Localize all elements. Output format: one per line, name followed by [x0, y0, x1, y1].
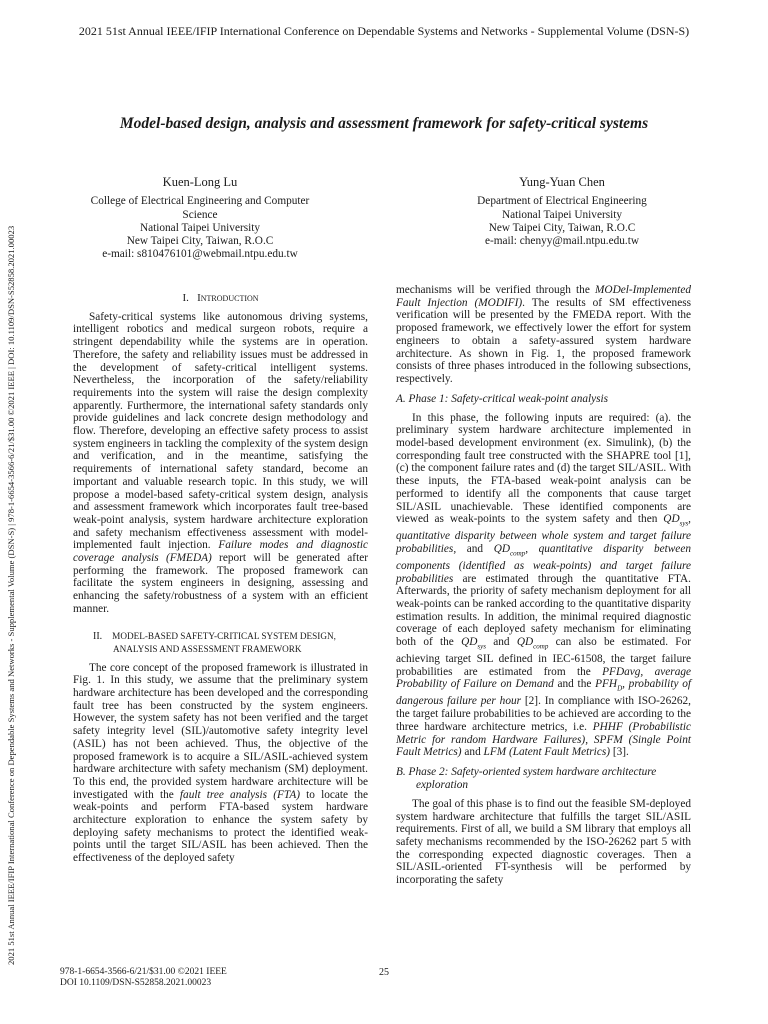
paragraph: Safety-critical systems like autonomous driving systems, intelligent robotics and medical surgeon robots, require a stringent dependability while the systems are in operation. Therefore, the safety and reliability issues must be addressed in the development of safety-critical intelligent systems. Nevertheless, the incorporation of the safety/reliability requirements into the system will raise the design complexity apparently. Furthermore, the international safety standards only provide guidelines and lack concrete design methodology and flow. Therefore, developing an effective safety process to assist system engineers in tackling the complexity of the system design and verification, and in the meantime, satisfying the requirements of international safety standard, become an important and valuable research topic. In this study, we will propose a model-based safety-critical system design, analysis and assessment framework which incorporates fault tree-based weak-point analysis, system hardware architecture exploration and safety mechanism effectiveness assessment with model-implemented fault injection. Failure modes and diagnostic coverage analysis (FMEDA) report will be generated after performing the framework. The proposed framework can facilitate the system engineers in designing, assessing and enhancing the safety/robustness of a system with an efficient manner.: [73, 310, 368, 615]
paragraph: In this phase, the following inputs are required: (a). the preliminary system hardware architecture implemented in model-based development environment (ex. Simulink), (b) the corresponding fault tree constructed with the SHAPRE tool [1], (c) the component failure rates and (d) the target SIL/ASIL. With these inputs, the FTA-based weak-point analysis can be performed to identify all the components that cause target SIL/ASIL unachievable. These identified components are viewed as weak-points to the system safety and then $QD_{sys}$, quantitative disparity between whole system and target failure probabilities, and $QD_{comp}$, quantitative disparity between components (identified as weak-points) and target failure probabilities are estimated through the quantitative FTA. Afterwards, the priority of safety mechanism deployment for all weak-points can be ranked according to the quantitative disparity estimation results. In addition, the minimal required diagnostic coverage of each deployed safety mechanism for eliminating both of the $QD_{sys}$ and $QD_{comp}$ can also be estimated. For achieving target SIL defined in IEC-61508, the target failure probabilities are estimated from the PFDavg, average Probability of Failure on Demand and the $PFH_D$, probability of dangerous failure per hour [2]. In compliance with ISO-26262, the target failure probabilities to be achieved are according to the three hardware architecture metrics, i.e. PHHF (Probabilistic Metric for random Hardware Failures), SPFM (Single Point Fault Metrics) and LFM (Latent Fault Metrics) [3].: [396, 411, 692, 759]
author-name: Yung-Yuan Chen: [519, 175, 605, 189]
side-doi-strip: 2021 51st Annual IEEE/IFIP International Conference on Dependable Systems and Networks - Supplemental Volume (DSN-S) | 978-1-6654-3566-6/21/$31.00 ©2021 IEEE | DOI: 10.1109/DSN-S52858.2021.00023: [6, 225, 16, 965]
right-column: [396, 284, 691, 887]
subsection-heading-phase2: B. Phase 2: Safety-oriented system hardware architecture exploration: [396, 765, 657, 791]
conference-header: 2021 51st Annual IEEE/IFIP International Conference on Dependable Systems and Networks - Supplemental Volume (DSN-S): [78, 24, 690, 38]
footer-doi: DOI 10.1109/DSN-S52858.2021.00023: [60, 978, 212, 988]
paragraph: mechanisms will be verified through the MODel-Implemented Fault Injection (MODIFI). The results of SM effectiveness verification will be presented by the FMEDA report. With the proposed framework, we effectively lower the effort for system engineers to obtain a safety-assured system hardware architecture. As shown in Fig. 1, the proposed framework consists of three phases introduced in the following subsections, respectively.: [396, 284, 692, 385]
section-heading-framework: II. MODEL-BASED SAFETY-CRITICAL SYSTEM DESIGN, ANALYSIS AND ASSESSMENT FRAMEWORK: [93, 630, 336, 654]
author-affiliation: National Taipei University: [501, 208, 623, 221]
paragraph: The core concept of the proposed framework is illustrated in Fig. 1. In this study, we assume that the preliminary system hardware architecture has been developed and the corresponding fault tree has been constructed by the system engineers. However, the system safety has not been verified and the target safety integrity level (SIL)/automotive safety integrity level (ASIL) has not been achieved. Thus, the objective of the proposed framework is to acquire a SIL/ASIL-achieved system hardware architecture with safety mechanism (SM) deployment. To this end, the provided system hardware architecture will be investigated with the fault tree analysis (FTA) to locate the weak-points and perform FTA-based system hardware architecture exploration to enhance the system safety by deploying safety mechanisms to protect the identified weak-points until the target SIL/ASIL has been achieved. Then the effectiveness of the deployed safety: [73, 661, 368, 865]
section-heading-introduction: I. Introduction: [182, 292, 259, 304]
author-affiliation: College of Electrical Engineering and Computer: [90, 195, 310, 208]
paper-title: Model-based design, analysis and assessment framework for safety-critical systems: [119, 115, 649, 132]
author-email[interactable]: e-mail: chenyy@mail.ntpu.edu.tw: [484, 235, 640, 248]
author-affiliation: Science: [182, 208, 218, 221]
subsection-heading-phase1: A. Phase 1: Safety-critical weak-point analysis: [396, 392, 609, 405]
author-affiliation: Department of Electrical Engineering: [477, 195, 647, 208]
author-affiliation: New Taipei City, Taiwan, R.O.C: [126, 235, 274, 248]
author-name: Kuen-Long Lu: [162, 175, 238, 189]
footer-isbn: 978-1-6654-3566-6/21/$31.00 ©2021 IEEE: [60, 967, 227, 977]
author-affiliation: New Taipei City, Taiwan, R.O.C: [488, 221, 636, 234]
author-affiliation: National Taipei University: [139, 221, 261, 234]
page-number: 25: [379, 967, 389, 978]
left-column: [73, 284, 368, 865]
paragraph: The goal of this phase is to find out the feasible SM-deployed system hardware architecture that fulfills the target SIL/ASIL requirements. First of all, we build a SM library that employs all safety mechanisms recommended by the ISO-26262 part 5 with the corresponding expected diagnostic coverages. Then a SIL/ASIL-oriented FT-synthesis will be performed by incorporating the safety: [396, 797, 691, 887]
author-email[interactable]: e-mail: s810476101@webmail.ntpu.edu.tw: [102, 248, 298, 261]
author-block: [422, 176, 702, 248]
author-block: [60, 176, 340, 262]
